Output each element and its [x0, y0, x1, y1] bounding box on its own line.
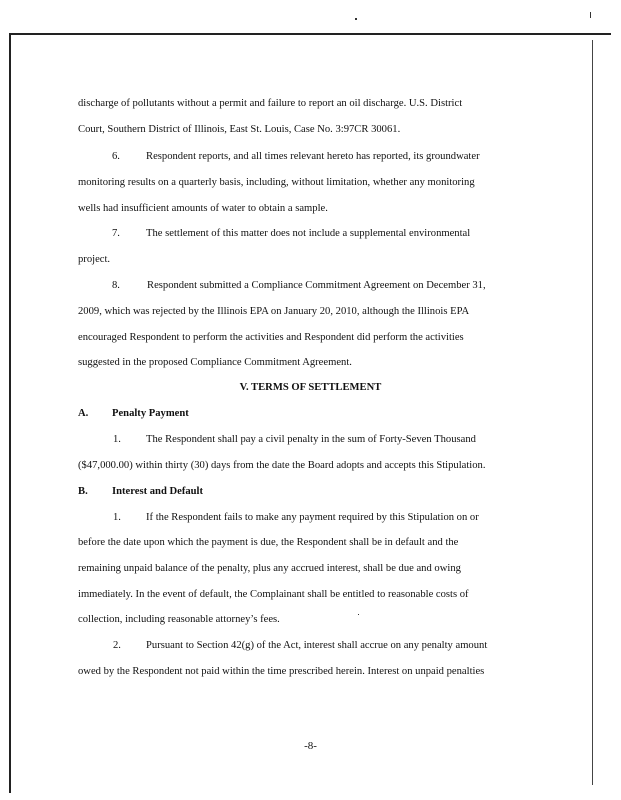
paragraph-number: 7.: [112, 228, 120, 239]
paragraph-line: If the Respondent fails to make any payment required by this Stipulation on or: [146, 512, 479, 523]
paragraph-line: owed by the Respondent not paid within the time prescribed herein. Interest on unpaid penalties: [78, 666, 485, 677]
subsection-title: Interest and Default: [112, 486, 204, 497]
paragraph-line: collection, including reasonable attorney’s fees.: [78, 614, 280, 625]
paragraph-line: discharge of pollutants without a permit and failure to report an oil discharge. U.S. District: [78, 98, 463, 109]
paragraph-number: 2.: [113, 640, 121, 651]
scan-border-right: [592, 40, 593, 785]
scan-speck: [358, 614, 359, 615]
paragraph-line: monitoring results on a quarterly basis, including, without limitation, whether any monitoring: [78, 177, 475, 188]
paragraph-number: 1.: [113, 512, 121, 523]
paragraph-line: project.: [78, 254, 111, 265]
subsection-title: Penalty Payment: [112, 408, 189, 419]
paragraph-line: encouraged Respondent to perform the activities and Respondent did perform the activities: [78, 332, 464, 343]
paragraph-line: Pursuant to Section 42(g) of the Act, interest shall accrue on any penalty amount: [146, 640, 488, 651]
paragraph-line: Court, Southern District of Illinois, East St. Louis, Case No. 3:97CR 30061.: [78, 124, 401, 135]
paragraph-line: 2009, which was rejected by the Illinois EPA on January 20, 2010, although the Illinois EPA: [78, 306, 470, 317]
scan-speck: [355, 18, 357, 20]
paragraph-number: 8.: [112, 280, 120, 291]
subsection-letter: A.: [78, 408, 89, 419]
paragraph-line: Respondent reports, and all times relevant hereto has reported, its groundwater: [146, 151, 480, 162]
scan-border-left: [9, 33, 11, 793]
page-number: -8-: [304, 740, 317, 752]
paragraph-line: before the date upon which the payment is due, the Respondent shall be in default and the: [78, 537, 459, 548]
paragraph-line: remaining unpaid balance of the penalty, plus any accrued interest, shall be due and owing: [78, 563, 461, 574]
scan-speck: [590, 12, 591, 18]
paragraph-number: 6.: [112, 151, 120, 162]
paragraph-line: The settlement of this matter does not include a supplemental environmental: [146, 228, 471, 239]
paragraph-line: immediately. In the event of default, the Complainant shall be entitled to reasonable costs of: [78, 589, 469, 600]
paragraph-line: ($47,000.00) within thirty (30) days from the date the Board adopts and accepts this Stipulation.: [78, 460, 486, 471]
section-heading: V. TERMS OF SETTLEMENT: [239, 382, 382, 393]
paragraph-line: The Respondent shall pay a civil penalty in the sum of Forty-Seven Thousand: [146, 434, 476, 445]
scan-border-top: [9, 33, 611, 35]
paragraph-line: suggested in the proposed Compliance Commitment Agreement.: [78, 357, 352, 368]
subsection-letter: B.: [78, 486, 88, 497]
paragraph-line: Respondent submitted a Compliance Commitment Agreement on December 31,: [147, 280, 486, 291]
paragraph-number: 1.: [113, 434, 121, 445]
paragraph-line: wells had insufficient amounts of water to obtain a sample.: [78, 203, 328, 214]
